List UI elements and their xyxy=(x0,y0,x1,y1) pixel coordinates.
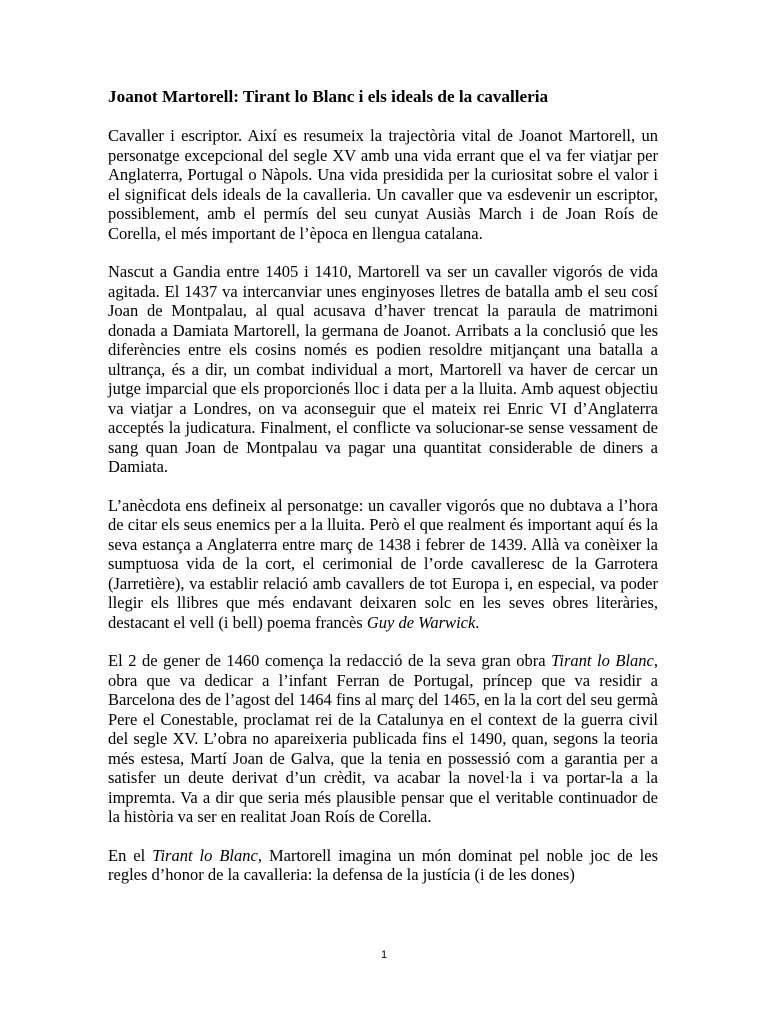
paragraph-3 xyxy=(108,496,658,633)
paragraph-3-italic-title: Guy de Warwick xyxy=(366,612,476,632)
paragraph-4-rest: , obra que va dedicar a l’infant Ferran de Portugal, príncep que va residir a Barcelona des de l’agost del 1464 fins al març del 1465, en la la cort del seu germà Pere el Conestable, proclamat rei de la Catalunya en el context de la guerra civil del segle XV. L’obra no apareixeria publicada fins el 1490, quan, segons la teoria més estesa, Martí Joan de Galva, que la tenia en possessió com a garantia per a satisfer un deute derivat d’un crèdit, va acabar la novel·la i va portar-la a la impremta. Va a dir que seria més plausible pensar que el veritable continuador de la història va ser en realitat Joan Roís de Corella. xyxy=(108,651,658,826)
paragraph-5 xyxy=(108,846,658,885)
paragraph-2: Nascut a Gandia entre 1405 i 1410, Martorell va ser un cavaller vigorós de vida agitada. El 1437 va intercanviar unes enginyoses lletres de batalla amb el seu cosí Joan de Montpalau, al qual acusava d’haver trencat la paraula de matrimoni donada a Damiata Martorell, la germana de Joanot. Arribats a la conclusió que les diferències entre els cosins només es podien resoldre mitjançant una batalla a ultrança, és a dir, un combat individual a mort, Martorell va haver de cercar un jutge imparcial que els proporcionés lloc i data per a la lluita. Amb aquest objectiu va viatjar a Londres, on va aconseguir que el mateix rei Enric VI d’Anglaterra acceptés la judicatura. Finalment, el conflicte va solucionar-se sense vessament de sang quan Joan de Montpalau va pagar una quantitat considerable de diners a Damiata. xyxy=(108,262,658,476)
paragraph-4-start: El 2 de gener de 1460 comença la redacció de la seva gran obra xyxy=(108,651,552,670)
document-body xyxy=(108,87,658,885)
paragraph-1: Cavaller i escriptor. Així es resumeix la trajectòria vital de Joanot Martorell, un personatge excepcional del segle XV amb una vida errant que el va fer viatjar per Anglaterra, Portugal o Nàpols. Una vida presidida per la curiositat sobre el valor i el significat dels ideals de la cavalleria. Un cavaller que va esdevenir un escriptor, possiblement, amb el permís del seu cunyat Ausiàs March i de Joan Roís de Corella, el més important de l’època en llengua catalana. xyxy=(108,126,658,243)
page-number: 1 xyxy=(380,949,388,961)
paragraph-3-text: L’anècdota ens defineix al personatge: un cavaller vigorós que no dubtava a l’hora de citar els seus enemics per a la lluita. Però el que realment és important aquí és la seva estança a Anglaterra entre març de 1438 i febrer de 1439. Allà va conèixer la sumptuosa vida de la cort, el cerimonial de l’orde cavalleresc de la Garrotera (Jarretière), va establir relació amb cavallers de tot Europa i, en especial, va poder llegir els llibres que més endavant deixaren solc en les seves obres literàries, destacant el vell (i bell) poema francès xyxy=(108,495,658,632)
paragraph-5-rest: , Martorell imagina un món dominat pel noble joc de les regles d’honor de la cavalleria: la defensa de la justícia (i de les dones) xyxy=(108,845,658,884)
paragraph-4-italic-title: Tirant lo Blanc xyxy=(551,651,654,670)
paragraph-3-end: . xyxy=(475,612,480,632)
paragraph-5-italic-title: Tirant lo Blanc xyxy=(152,845,258,865)
paragraph-4 xyxy=(108,651,658,827)
paragraph-5-start: En el xyxy=(108,845,153,865)
document-title: Joanot Martorell: Tirant lo Blanc i els ideals de la cavalleria xyxy=(108,87,549,106)
